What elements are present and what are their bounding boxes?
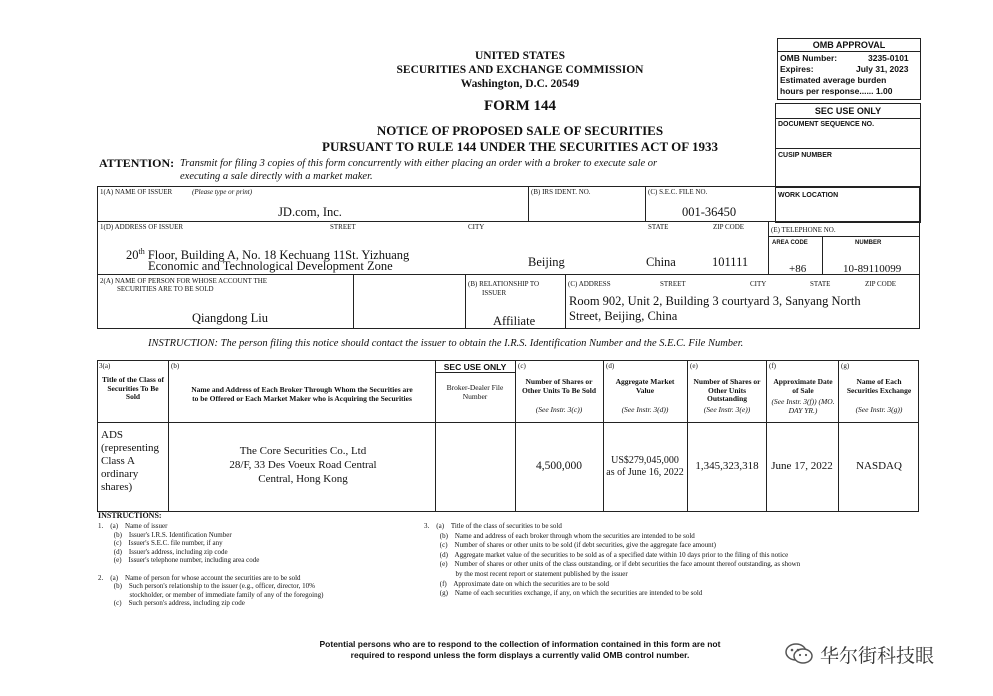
col-tag-e: (e): [690, 362, 698, 370]
issuer-street-line2: Economic and Technological Development Zone: [148, 259, 393, 273]
omb-expires-label: Expires:: [780, 64, 814, 74]
row-broker-line1: The Core Securities Co., Ltd: [239, 445, 367, 457]
col-sub-shares: (See Instr. 3(c)): [535, 405, 583, 414]
col-head-date: Approximate Date of Sale: [773, 377, 833, 395]
attention-line1: Transmit for filing 3 copies of this form concurrently with either placing an order with a broker to execute sale or: [180, 158, 658, 169]
instruction-item: (b) Such person's relationship to the issuer (e.g., officer, director, 10%: [98, 582, 315, 591]
instruction-item: 3. (a) Title of the class of securities to be sold: [424, 522, 562, 530]
zip-col-label: ZIP CODE: [713, 223, 745, 231]
instructions-title: INSTRUCTIONS:: [98, 511, 162, 520]
col-head-outstanding: Number of Shares or Other Units Outstanding: [693, 377, 761, 403]
person-state-label: STATE: [810, 280, 831, 288]
city-col-label: CITY: [468, 223, 485, 231]
omb-number: 3235-0101: [868, 53, 909, 63]
footer-line1: Potential persons who are to respond to the collection of information contained in this form are not: [319, 639, 721, 649]
number-label: NUMBER: [855, 240, 882, 246]
person-address-line1: Room 902, Unit 2, Building 3 courtyard 3, Sanyang North: [569, 294, 861, 308]
issuer-address-label: 1(D) ADDRESS OF ISSUER: [100, 223, 184, 231]
instruction-item: 1. (a) Name of issuer: [98, 522, 168, 530]
instruction-item: (c) Number of shares or other units to be sold (if debt securities, give the aggregate face amount): [424, 541, 716, 550]
col-head-exchange: Name of Each Securities Exchange: [846, 377, 912, 395]
instruction-item: 2. (a) Name of person for whose account the securities are to be sold: [98, 573, 301, 582]
col-head-broker: Name and Address of Each Broker Through Whom the Securities are to be Offered or Each Market Maker who is Acquiring the Securities: [191, 385, 413, 403]
issuer-state-value: China: [646, 255, 676, 269]
area-code-value: +86: [789, 263, 807, 275]
omb-burden2: hours per response...... 1.00: [780, 86, 893, 96]
instruction-item: (e) Number of shares or other units of the class outstanding, or if debt securities the face amount thereof outstanding, as shown: [424, 560, 801, 569]
row-date: June 17, 2022: [771, 460, 833, 472]
person-address-label: (C) ADDRESS: [568, 280, 611, 288]
form-number: FORM 144: [483, 98, 557, 114]
person-address-line2: Street, Beijing, China: [569, 309, 678, 323]
col-head-class: Title of the Class of Securities To Be Sold: [102, 375, 164, 401]
instruction-item: (e) Issuer's telephone number, including area code: [98, 556, 260, 565]
col-tag-c: (c): [518, 362, 526, 370]
row-outstanding: 1,345,323,318: [695, 460, 759, 472]
col-tag-b: (b): [171, 362, 180, 370]
sec-file-value: 001-36450: [682, 205, 737, 219]
instruction-item: stockholder, or member of immediate family of any of the foregoing): [98, 590, 324, 599]
instruction-item: (b) Issuer's I.R.S. Identification Number: [98, 530, 232, 539]
row-shares: 4,500,000: [536, 460, 582, 472]
row-value-line1: US$279,045,000: [611, 455, 679, 466]
area-code-label: AREA CODE: [772, 240, 808, 246]
footer-line2: required to respond unless the form displays a currently valid OMB control number.: [350, 650, 690, 660]
telephone-label: (E) TELEPHONE NO.: [771, 226, 836, 234]
instruction-item: (f) Approximate date on which the securities are to be sold: [424, 579, 610, 588]
issuer-name-hint: (Please type or print): [192, 188, 253, 196]
relationship-value: Affiliate: [493, 314, 536, 328]
instruction-item: (d) Issuer's address, including zip code: [98, 547, 228, 556]
work-location-label: WORK LOCATION: [778, 192, 839, 199]
sec-use-title: SEC USE ONLY: [814, 106, 882, 116]
header-line1: UNITED STATES: [474, 50, 565, 62]
state-col-label: STATE: [648, 223, 669, 231]
header-line3: Washington, D.C. 20549: [460, 78, 580, 90]
col-head-shares: Number of Shares or Other Units To Be Sold: [521, 377, 597, 395]
person-street-label: STREET: [660, 280, 686, 288]
relationship-label2: ISSUER: [482, 289, 507, 297]
form-title1: NOTICE OF PROPOSED SALE OF SECURITIES: [376, 123, 664, 138]
header-line2: SECURITIES AND EXCHANGE COMMISSION: [396, 64, 644, 76]
col-sub-value: (See Instr. 3(d)): [621, 405, 669, 414]
instruction-item: (g) Name of each securities exchange, if any, on which the securities are intended to be sold: [424, 589, 703, 598]
sec-file-label: (C) S.E.C. FILE NO.: [648, 188, 708, 196]
row-broker-line2: 28/F, 33 Des Voeux Road Central: [229, 459, 377, 471]
watermark: [784, 636, 934, 672]
issuer-name-label: 1(A) NAME OF ISSUER: [100, 188, 173, 196]
wechat-icon: [784, 641, 814, 667]
col-sub-date: (See Instr. 3(f)) (MO. DAY YR.): [771, 397, 835, 415]
phone-number-value: 10-89110099: [843, 263, 902, 275]
instruction-line: INSTRUCTION: The person filing this notice should contact the issuer to obtain the I.R.S. Identification Number and the S.E.C. File Number.: [148, 338, 744, 349]
doc-seq-label: DOCUMENT SEQUENCE NO.: [778, 121, 875, 128]
attention-label: ATTENTION:: [99, 156, 175, 170]
person-name-label2: SECURITIES ARE TO BE SOLD: [117, 285, 214, 293]
row-value-line2: as of June 16, 2022: [606, 467, 684, 478]
col-sub-exchange: (See Instr. 3(g)): [855, 405, 903, 414]
omb-title: OMB APPROVAL: [812, 40, 886, 50]
irs-label: (B) IRS IDENT. NO.: [531, 188, 591, 196]
instruction-item: (c) Such person's address, including zip code: [98, 599, 245, 608]
row-exchange: NASDAQ: [856, 460, 902, 472]
row-class: ADS (representing Class A ordinary shares): [101, 429, 160, 493]
omb-number-label: OMB Number:: [780, 53, 838, 63]
instruction-item: (c) Issuer's S.E.C. file number, if any: [98, 539, 223, 548]
person-name-value: Qiangdong Liu: [192, 311, 269, 325]
cusip-label: CUSIP NUMBER: [778, 152, 832, 159]
issuer-zip-value: 101111: [712, 255, 749, 269]
relationship-label1: (B) RELATIONSHIP TO: [468, 280, 540, 288]
col-tag-f: (f): [769, 362, 776, 370]
watermark-text: 华尔街科技眼: [820, 644, 935, 667]
street-col-label: STREET: [330, 223, 356, 231]
instruction-item: by the most recent report or statement published by the issuer: [424, 570, 628, 578]
table-sec-use-only: SEC USE ONLY: [443, 362, 507, 372]
person-city-label: CITY: [750, 280, 767, 288]
issuer-name-value: JD.com, Inc.: [278, 205, 342, 219]
instruction-item: (b) Name and address of each broker through whom the securities are intended to be sold: [424, 531, 695, 540]
attention-line2: executing a sale directly with a market maker.: [180, 171, 373, 182]
form-title2: PURSUANT TO RULE 144 UNDER THE SECURITIES ACT OF 1933: [322, 139, 718, 154]
col-tag-d: (d): [606, 362, 615, 370]
issuer-street-line1: 20th Floor, Building A, No. 18 Kechuang 11St. Yizhuang: [126, 247, 410, 263]
col-head-dealer: Broker-Dealer File Number: [446, 383, 504, 401]
row-broker-line3: Central, Hong Kong: [258, 473, 348, 485]
person-name-label1: 2(A) NAME OF PERSON FOR WHOSE ACCOUNT THE: [100, 277, 268, 285]
person-zip-label: ZIP CODE: [865, 280, 897, 288]
omb-burden1: Estimated average burden: [780, 75, 887, 85]
omb-expires: July 31, 2023: [856, 64, 909, 74]
col-head-value: Aggregate Market Value: [615, 377, 675, 395]
instruction-item: (d) Aggregate market value of the securities to be sold as of a specified date within 10 days prior to the filing of this notice: [424, 550, 789, 559]
issuer-city-value: Beijing: [528, 255, 565, 269]
col-tag-3a: 3(a): [99, 362, 111, 370]
col-tag-g: (g): [841, 362, 850, 370]
col-sub-outstanding: (See Instr. 3(e)): [703, 405, 751, 414]
